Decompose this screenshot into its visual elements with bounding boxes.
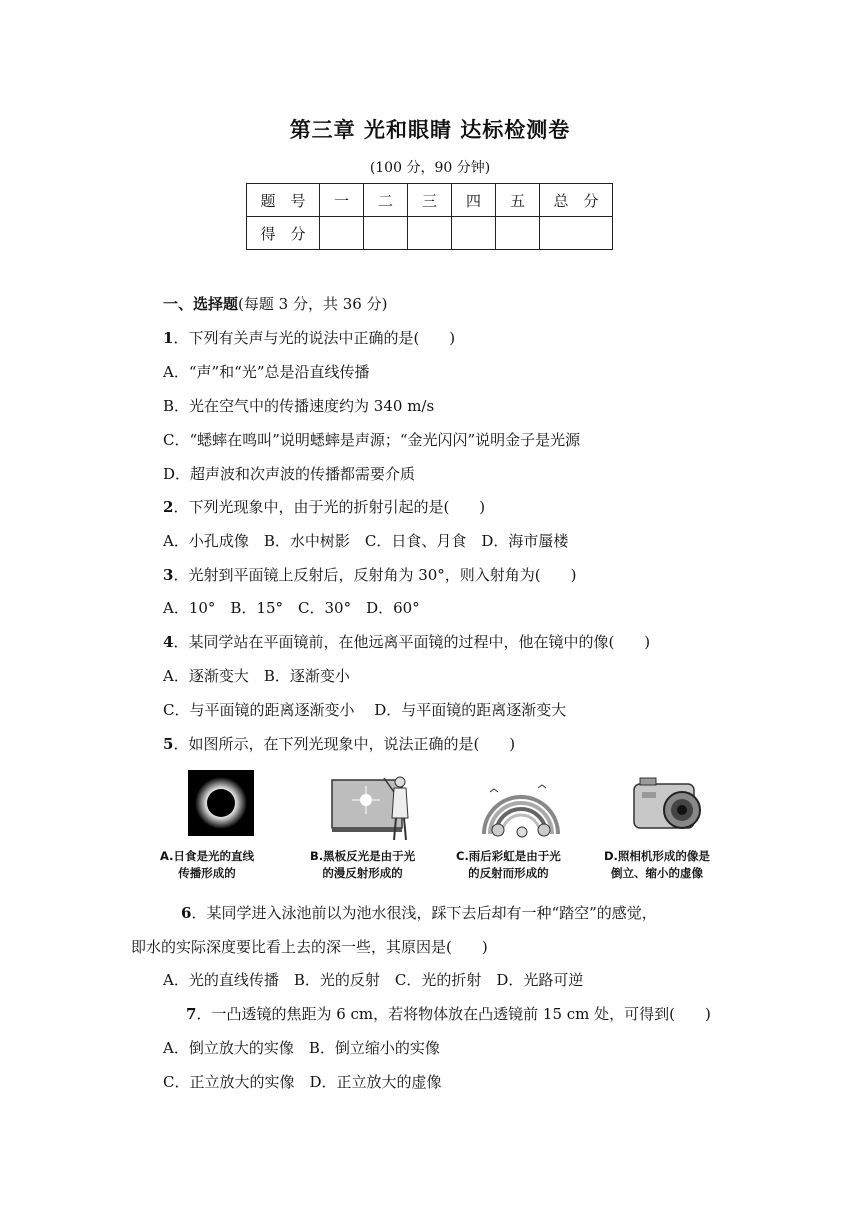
option: C．“蟋蟀在鸣叫”说明蟋蟀是声源；“金光闪闪”说明金子是光源 (163, 431, 581, 449)
question-stem: ．光射到平面镜上反射后，反射角为 30°，则入射角为( ) (173, 566, 577, 584)
score-cell (540, 217, 613, 250)
question-7 (186, 1004, 711, 1024)
blackboard-glare-image (328, 770, 418, 842)
score-header-cell: 三 (408, 184, 452, 217)
question-2 (163, 497, 485, 517)
question-stem: ．一凸透镜的焦距为 6 cm，若将物体放在凸透镜前 15 cm 处，可得到( ) (196, 1005, 711, 1023)
caption-line: B.黑板反光是由于光 (310, 849, 416, 863)
option: C．正立放大的实像 D．正立放大的虚像 (163, 1073, 442, 1091)
score-cell (496, 217, 540, 250)
question-stem: ．某同学进入泳池前以为池水很浅，踩下去后却有一种“踏空”的感觉， (191, 904, 657, 922)
option: A．逐渐变大 B．逐渐变小 (163, 667, 350, 685)
option: A．倒立放大的实像 B．倒立缩小的实像 (163, 1039, 440, 1057)
option: A．小孔成像 B．水中树影 C．日食、月食 D．海市蜃楼 (163, 532, 569, 550)
exam-info: (100 分，90 分钟) (369, 160, 491, 176)
score-cell (408, 217, 452, 250)
question-4 (163, 632, 650, 652)
question-5-figures (160, 770, 740, 890)
score-header-cell: 五 (496, 184, 540, 217)
figure-caption-b (310, 848, 415, 882)
option: A．“声”和“光”总是沿直线传播 (163, 363, 370, 381)
question-stem: ．某同学站在平面镜前，在他远离平面镜的过程中，他在镜中的像( ) (173, 633, 651, 651)
score-cell (320, 217, 364, 250)
score-table (246, 183, 613, 250)
figure-caption-c (456, 848, 561, 882)
question-number: 7 (186, 1005, 197, 1023)
caption-line: C.雨后彩虹是由于光 (456, 849, 561, 863)
score-cell (452, 217, 496, 250)
section-note: (每题 3 分，共 36 分) (238, 295, 388, 313)
score-header-cell: 二 (364, 184, 408, 217)
camera-image (628, 770, 712, 840)
option: D．超声波和次声波的传播都需要介质 (163, 465, 416, 483)
score-cell (364, 217, 408, 250)
caption-line: 的漫反射形成的 (322, 866, 403, 880)
question-1 (163, 328, 455, 348)
score-table-score-row (247, 217, 613, 250)
score-label-cell: 得 分 (247, 217, 320, 250)
option: A．光的直线传播 B．光的反射 C．光的折射 D．光路可逆 (163, 971, 584, 989)
question-5 (163, 734, 515, 754)
rainbow-image (478, 770, 564, 842)
question-stem: ．如图所示，在下列光现象中，说法正确的是( ) (173, 735, 516, 753)
option: B．光在空气中的传播速度约为 340 m/s (163, 397, 435, 415)
section-heading (163, 294, 387, 314)
question-6-continued: 即水的实际深度要比看上去的深一些，其原因是( ) (131, 938, 488, 956)
question-number: 2 (163, 498, 174, 516)
question-number: 6 (181, 904, 192, 922)
caption-line: 倒立、缩小的虚像 (610, 866, 703, 880)
question-stem: ．下列有关声与光的说法中正确的是( ) (173, 329, 456, 347)
caption-line: 传播形成的 (178, 866, 236, 880)
page-title: 第三章 光和眼睛 达标检测卷 (289, 118, 571, 142)
question-number: 4 (163, 633, 174, 651)
question-number: 5 (163, 735, 174, 753)
caption-line: A.日食是光的直线 (160, 849, 254, 863)
figure-caption-a (160, 848, 254, 882)
figure-caption-d (604, 848, 710, 882)
score-header-cell: 四 (452, 184, 496, 217)
caption-line: 的反射而形成的 (468, 866, 549, 880)
score-header-cell: 总 分 (540, 184, 613, 217)
score-table-header-row (247, 184, 613, 217)
option: A．10° B．15° C．30° D．60° (163, 599, 420, 617)
question-number: 3 (163, 566, 174, 584)
section-title: 一、选择题 (163, 295, 239, 313)
score-header-cell: 题 号 (247, 184, 320, 217)
question-6 (181, 903, 657, 923)
solar-eclipse-image (188, 770, 254, 836)
score-header-cell: 一 (320, 184, 364, 217)
caption-line: D.照相机形成的像是 (604, 849, 710, 863)
question-number: 1 (163, 329, 174, 347)
option: C．与平面镜的距离逐渐变小 D．与平面镜的距离逐渐变大 (163, 701, 567, 719)
question-3 (163, 565, 577, 585)
question-stem: ．下列光现象中，由于光的折射引起的是( ) (173, 498, 486, 516)
